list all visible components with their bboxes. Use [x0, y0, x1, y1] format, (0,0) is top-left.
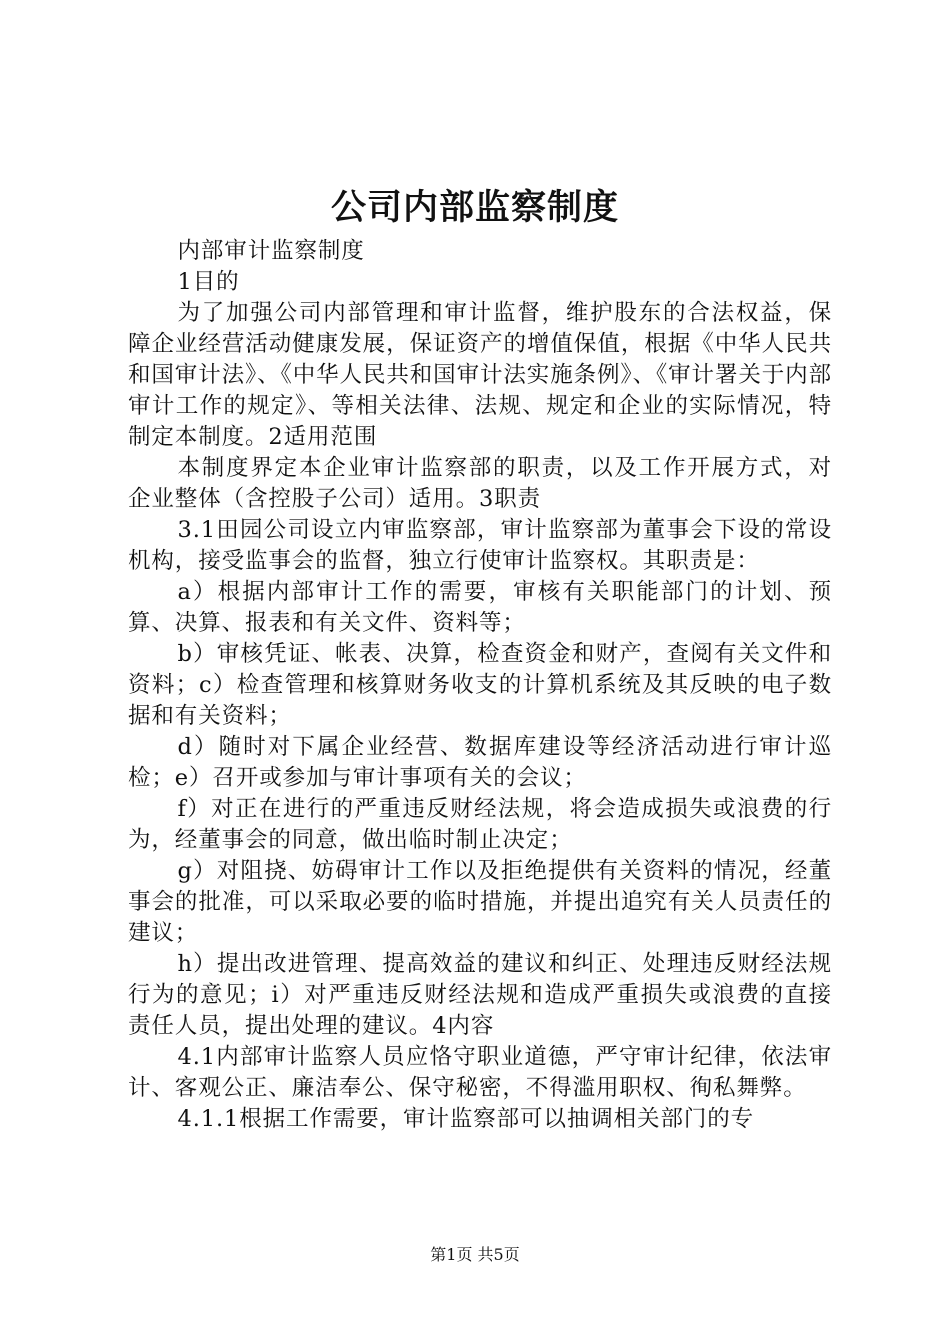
- document-body: [128, 236, 832, 1135]
- page-footer: 第1页 共5页: [430, 1245, 520, 1264]
- paragraph-item-b-c: b）审核凭证、帐表、决算，检查资金和财产，查阅有关文件和资料；c）检查管理和核算财务收支的计算机系统及其反映的电子数据和有关资料；: [128, 641, 832, 729]
- paragraph-4-1: 4.1内部审计监察人员应恪守职业道德，严守审计纪律，依法审计、客观公正、廉洁奉公、保守秘密，不得滥用职权、徇私舞弊。: [128, 1044, 832, 1101]
- paragraph-purpose: 为了加强公司内部管理和审计监督，维护股东的合法权益，保障企业经营活动健康发展，保证资产的增值保值，根据《中华人民共和国审计法》、《中华人民共和国审计法实施条例》、《审计署关于内部审计工作的规定》、等相关法律、法规、规定和企业的实际情况，特制定本制度。2适用范围: [128, 300, 832, 450]
- paragraph-scope: 本制度界定本企业审计监察部的职责，以及工作开展方式，对企业整体（含控股子公司）适用。3职责: [128, 455, 832, 512]
- paragraph-3-1: 3.1田园公司设立内审监察部，审计监察部为董事会下设的常设机构，接受监事会的监督，独立行使审计监察权。其职责是：: [128, 517, 832, 574]
- document-title: 公司内部监察制度: [330, 187, 619, 228]
- paragraph-item-a: a）根据内部审计工作的需要，审核有关职能部门的计划、预算、决算、报表和有关文件、资料等；: [128, 579, 832, 636]
- paragraph-item-d-e: d）随时对下属企业经营、数据库建设等经济活动进行审计巡检；e）召开或参加与审计事项有关的会议；: [128, 734, 832, 791]
- paragraph-subtitle: 内部审计监察制度: [177, 238, 365, 264]
- paragraph-item-h-i: h）提出改进管理、提高效益的建议和纠正、处理违反财经法规行为的意见；i）对严重违反财经法规和造成严重损失或浪费的直接责任人员，提出处理的建议。4内容: [128, 951, 832, 1039]
- paragraph-4-1-1: 4.1.1根据工作需要，审计监察部可以抽调相关部门的专: [177, 1106, 755, 1132]
- paragraph-section-1: 1目的: [177, 269, 240, 295]
- paragraph-item-f: f）对正在进行的严重违反财经法规，将会造成损失或浪费的行为，经董事会的同意，做出临时制止决定；: [128, 796, 832, 853]
- paragraph-item-g: g）对阻挠、妨碍审计工作以及拒绝提供有关资料的情况，经董事会的批准，可以采取必要的临时措施，并提出追究有关人员责任的建议；: [128, 858, 832, 946]
